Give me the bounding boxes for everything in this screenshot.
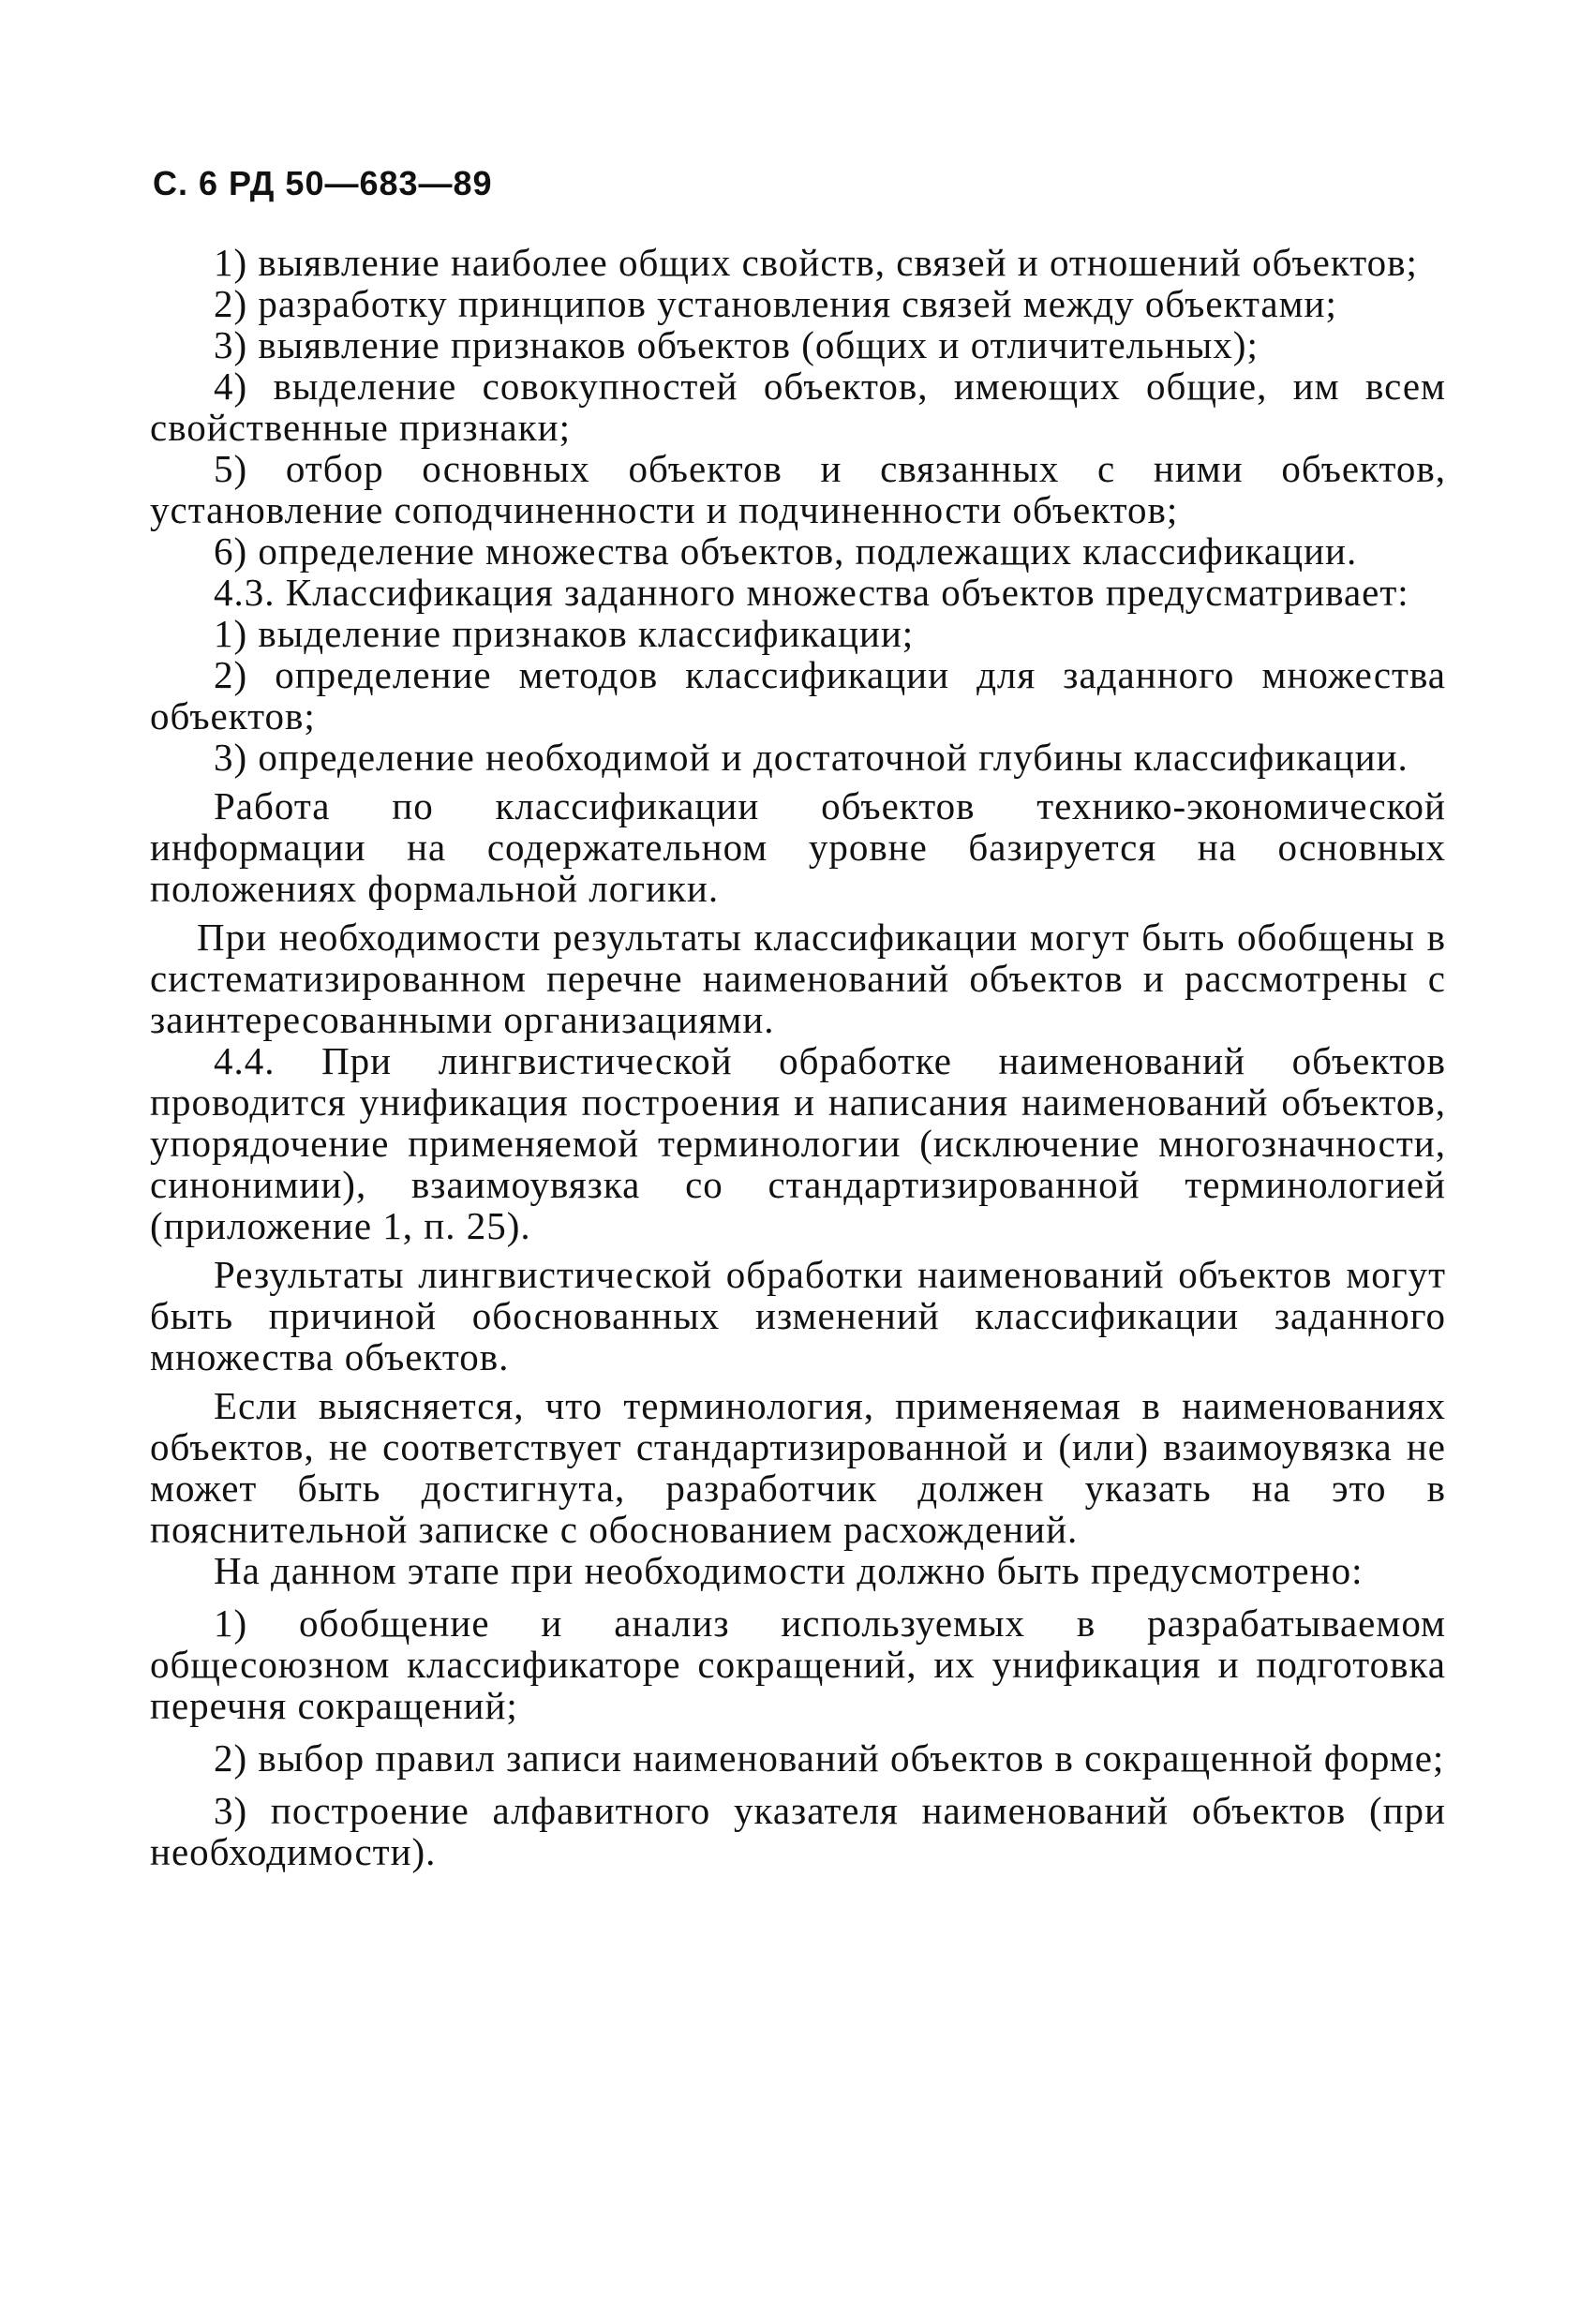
paragraph: 2) определение методов классификации для заданного множества объектов; bbox=[150, 653, 1446, 737]
paragraph: 2) разработку принципов установления связей между объектами; bbox=[214, 282, 1337, 325]
paragraph: 2) выбор правил записи наименований объектов в сокращенной форме; bbox=[214, 1736, 1445, 1780]
paragraph: 1) выявление наиболее общих свойств, связей и отношений объектов; bbox=[214, 241, 1418, 284]
paragraph: 3) построение алфавитного указателя наименований объектов (при необходимости). bbox=[150, 1789, 1446, 1873]
paragraph: Если выясняется, что терминология, применяемая в наименованиях объектов, не соответствует стандартизированной и (или) взаимоувязка не может быть достигнута, разработчик должен указать на это в пояснительной записке с обоснованием расхождений. bbox=[150, 1384, 1446, 1551]
paragraph: Результаты лингвистической обработки наименований объектов могут быть причиной обоснованных изменений классификации заданного множества объектов. bbox=[150, 1253, 1446, 1378]
paragraph: 3) определение необходимой и достаточной глубины классификации. bbox=[214, 736, 1409, 779]
paragraph: 6) определение множества объектов, подлежащих классификации. bbox=[214, 529, 1358, 573]
paragraph: 3) выявление признаков объектов (общих и отличительных); bbox=[214, 323, 1259, 366]
paragraph: 4.4. При лингвистической обработке наименований объектов проводится унификация построения и написания наименований объектов, упорядочение применяемой терминологии (исключение многозначности, синонимии), взаимоувязка со стандартизированной терминологией (приложение 1, п. 25). bbox=[150, 1039, 1446, 1247]
paragraph: На данном этапе при необходимости должно быть предусмотрено: bbox=[214, 1549, 1364, 1592]
paragraph: 1) обобщение и анализ используемых в разрабатываемом общесоюзном классификаторе сокращений, их унификация и подготовка перечня сокращений; bbox=[150, 1601, 1446, 1727]
paragraph: При необходимости результаты классификации могут быть обобщены в систематизированном перечне наименований объектов и рассмотрены с заинтересованными организациями. bbox=[150, 916, 1446, 1041]
paragraph: 5) отбор основных объектов и связанных с ними объектов, установление соподчиненности и подчиненности объектов; bbox=[150, 447, 1446, 531]
paragraph: 4.3. Классификация заданного множества объектов предусматривает: bbox=[214, 571, 1409, 614]
paragraph: 1) выделение признаков классификации; bbox=[214, 612, 915, 655]
paragraph: Работа по классификации объектов технико-экономической информации на содержательном уровне базируется на основных положениях формальной логики. bbox=[150, 784, 1446, 910]
paragraph: 4) выделение совокупностей объектов, имеющих общие, им всем свойственные признаки; bbox=[150, 365, 1446, 449]
document-body bbox=[150, 242, 1446, 1872]
page-header: С. 6 РД 50—683—89 bbox=[153, 164, 493, 202]
